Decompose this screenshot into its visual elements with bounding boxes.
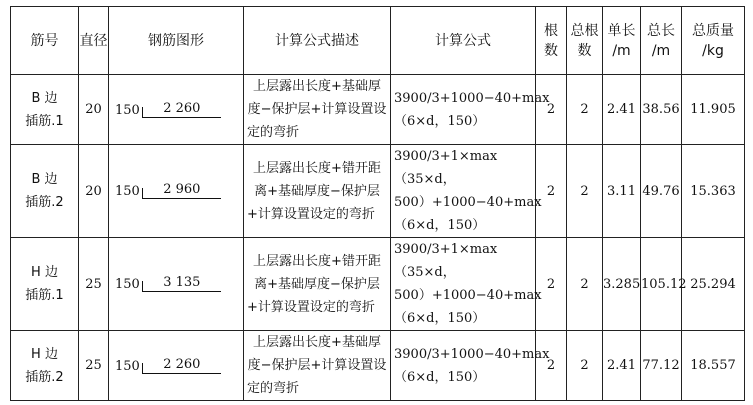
formula-description: 上层露出长度+基础厚度−保护层+计算设置设定的弯折: [244, 331, 391, 401]
header-unit-length-line1: 单长: [607, 22, 636, 39]
bar-name: [11, 331, 79, 401]
header-total-count-line2: 数: [577, 42, 592, 59]
count-cell: 2: [536, 331, 567, 401]
total-count-cell: 2: [567, 238, 603, 331]
bar-name: [11, 75, 79, 145]
formula-cell: 3900/3+1000−40+max（6×d，150）: [391, 75, 536, 145]
bar-shape-drawing: [109, 358, 243, 374]
formula-cell: 3900/3+1000−40+max（6×d，150）: [391, 331, 536, 401]
bar-shape-cell: [109, 331, 244, 401]
header-unit-length: [603, 7, 641, 75]
header-count: [536, 7, 567, 75]
bar-name-line1: H 边: [31, 265, 58, 280]
bar-shape-cell: [109, 145, 244, 238]
table-row: [11, 331, 745, 401]
header-total-mass: [682, 7, 745, 75]
total-count-cell: 2: [567, 331, 603, 401]
diameter-cell: 20: [79, 75, 109, 145]
header-shape: 钢筋图形: [109, 7, 244, 75]
count-cell: 2: [536, 238, 567, 331]
count-cell: 2: [536, 75, 567, 145]
header-diameter: 直径: [79, 7, 109, 75]
bar-shape-hook-length: 150: [115, 102, 140, 118]
bar-name-line2: 插筋.2: [25, 195, 64, 210]
unit-length-cell: 2.41: [603, 75, 641, 145]
bar-name: [11, 145, 79, 238]
header-formula: 计算公式: [391, 7, 536, 75]
header-bar-id: 筋号: [11, 7, 79, 75]
bar-shape-cell: [109, 75, 244, 145]
total-mass-cell: 11.905: [682, 75, 745, 145]
bar-name-line1: B 边: [31, 90, 58, 106]
header-total-length-line1: 总长: [647, 22, 675, 39]
header-total-length-line2: /m: [651, 42, 671, 59]
bar-shape-length: 3 135: [143, 276, 221, 292]
header-total-mass-line2: /kg: [702, 42, 724, 59]
count-cell: 2: [536, 145, 567, 238]
bar-shape-hook-length: 150: [115, 358, 140, 374]
bar-shape-length: 2 260: [143, 102, 221, 118]
total-mass-cell: 25.294: [682, 238, 745, 331]
header-total-count-line1: 总根: [570, 22, 599, 39]
bar-name-line2: 插筋.1: [25, 288, 64, 303]
total-count-cell: 2: [567, 145, 603, 238]
unit-length-cell: 3.285: [603, 238, 641, 331]
total-length-cell: 49.76: [641, 145, 682, 238]
bar-shape-drawing: [109, 183, 243, 199]
bar-name-line2: 插筋.1: [25, 113, 64, 129]
header-row: [11, 7, 745, 75]
total-mass-cell: 15.363: [682, 145, 745, 238]
rebar-table: [10, 6, 745, 401]
diameter-cell: 25: [79, 331, 109, 401]
formula-description: 上层露出长度+基础厚度−保护层+计算设置设定的弯折: [244, 75, 391, 145]
table-row: [11, 238, 745, 331]
header-unit-length-line2: /m: [612, 42, 631, 59]
formula-description: 上层露出长度+错开距离+基础厚度−保护层+计算设置设定的弯折: [244, 145, 391, 238]
total-length-cell: 105.12: [641, 238, 682, 331]
header-desc: 计算公式描述: [244, 7, 391, 75]
total-length-cell: 77.12: [641, 331, 682, 401]
total-count-cell: 2: [567, 75, 603, 145]
unit-length-cell: 3.11: [603, 145, 641, 238]
bar-shape-hook-length: 150: [115, 184, 140, 199]
unit-length-cell: 2.41: [603, 331, 641, 401]
bar-shape-length: 2 260: [143, 358, 221, 374]
bar-name: [11, 238, 79, 331]
header-count-line2: 数: [544, 42, 558, 59]
bar-name-line1: B 边: [31, 172, 58, 187]
bar-name-line1: H 边: [31, 346, 58, 362]
header-count-line1: 根: [544, 22, 558, 39]
formula-description: 上层露出长度+错开距离+基础厚度−保护层+计算设置设定的弯折: [244, 238, 391, 331]
bar-shape-length: 2 960: [143, 183, 221, 199]
table-row: [11, 75, 745, 145]
total-mass-cell: 18.557: [682, 331, 745, 401]
total-length-cell: 38.56: [641, 75, 682, 145]
header-total-length: [641, 7, 682, 75]
diameter-cell: 20: [79, 145, 109, 238]
bar-shape-drawing: [109, 102, 243, 118]
header-total-count: [567, 7, 603, 75]
bar-shape-hook-length: 150: [115, 277, 140, 292]
header-total-mass-line1: 总质量: [692, 22, 734, 39]
formula-cell: 3900/3+1×max（35×d，500）+1000−40+max（6×d，150）: [391, 238, 536, 331]
diameter-cell: 25: [79, 238, 109, 331]
bar-name-line2: 插筋.2: [25, 369, 64, 385]
bar-shape-drawing: [109, 276, 243, 292]
bar-shape-cell: [109, 238, 244, 331]
table-row: [11, 145, 745, 238]
formula-cell: 3900/3+1×max（35×d，500）+1000−40+max（6×d，150）: [391, 145, 536, 238]
